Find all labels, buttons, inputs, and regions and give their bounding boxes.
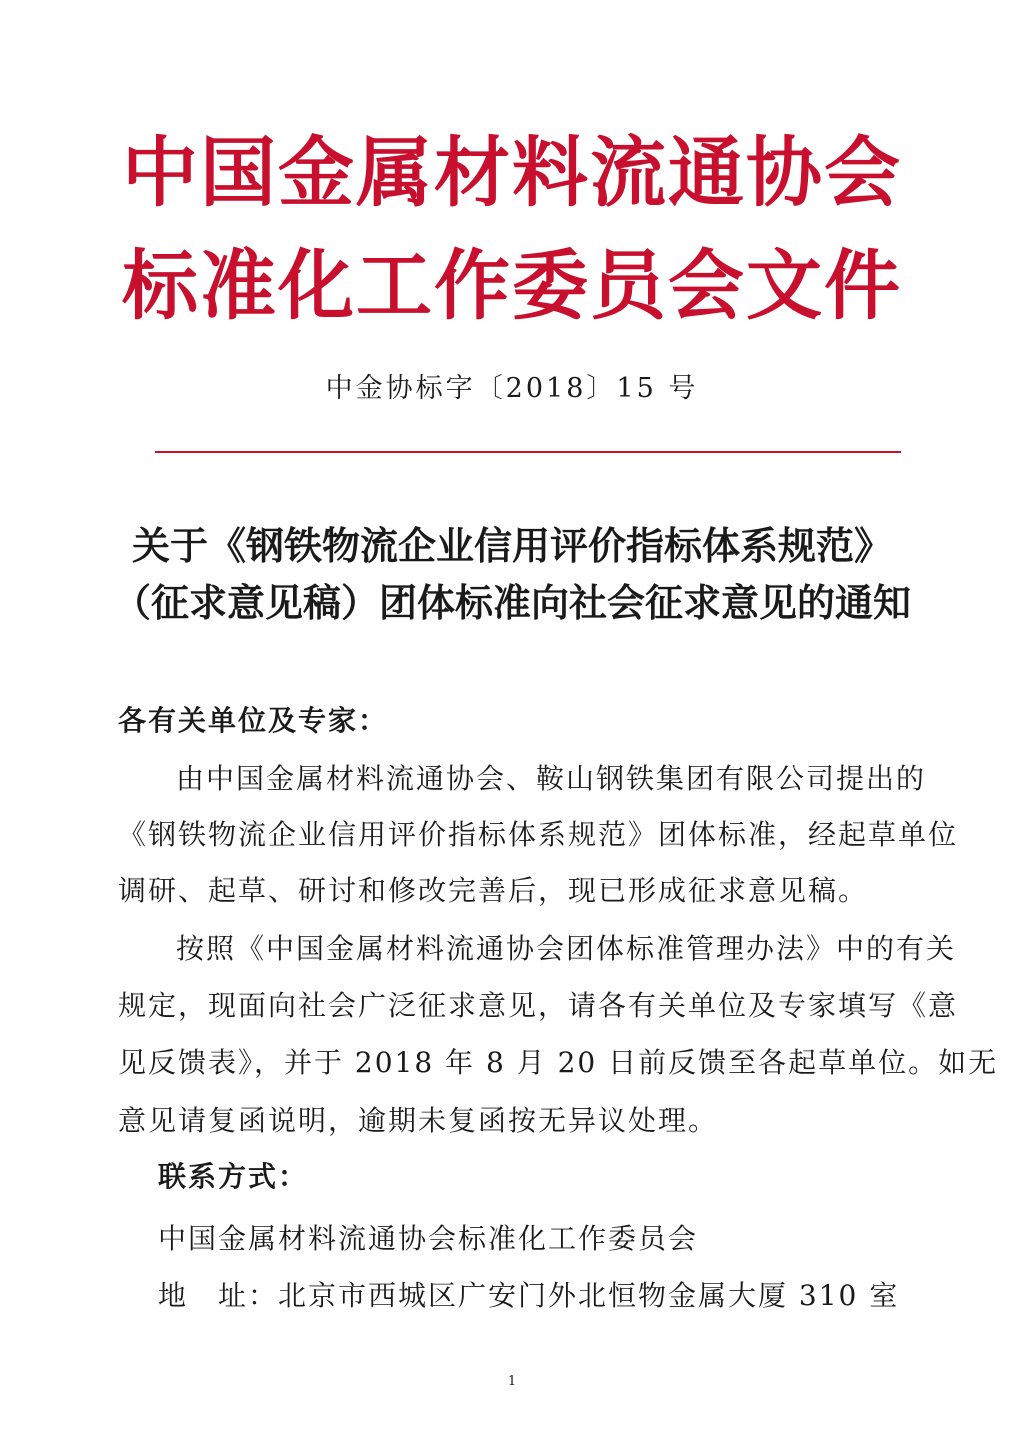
notice-title-line-2: （征求意见稿）团体标准向社会征求意见的通知 bbox=[112, 581, 911, 625]
header-title-line-1: 中国金属材料流通协会 bbox=[122, 128, 902, 217]
header-title-line-2: 标准化工作委员会文件 bbox=[122, 241, 902, 330]
contact-organization: 中国金属材料流通协会标准化工作委员会 bbox=[158, 1222, 699, 1255]
body-line-5: 规定，现面向社会广泛征求意见，请各有关单位及专家填写《意 bbox=[118, 989, 959, 1022]
body-line-7: 意见请复函说明，逾期未复函按无异议处理。 bbox=[118, 1104, 719, 1137]
body-line-6: 见反馈表》，并于 2018 年 8 月 20 日前反馈至各起草单位。如无 bbox=[118, 1046, 999, 1079]
body-line-2: 《钢铁物流企业信用评价指标体系规范》团体标准，经起草单位 bbox=[118, 818, 959, 851]
notice-title-line-1: 关于《钢铁物流企业信用评价指标体系规范》 bbox=[131, 524, 892, 568]
body-line-1: 由中国金属材料流通协会、鞍山钢铁集团有限公司提出的 bbox=[176, 762, 927, 795]
contact-heading: 联系方式： bbox=[158, 1160, 309, 1193]
red-divider bbox=[155, 451, 901, 453]
document-number: 中金协标字〔2018〕15 号 bbox=[325, 373, 699, 404]
body-line-4: 按照《中国金属材料流通协会团体标准管理办法》中的有关 bbox=[176, 932, 957, 965]
page-number: 1 bbox=[507, 1374, 517, 1389]
body-line-3: 调研、起草、研讨和修改完善后，现已形成征求意见稿。 bbox=[118, 874, 869, 907]
contact-address: 地 址：北京市西城区广安门外北恒物金属大厦 310 室 bbox=[158, 1279, 900, 1312]
salutation: 各有关单位及专家： bbox=[118, 704, 389, 737]
